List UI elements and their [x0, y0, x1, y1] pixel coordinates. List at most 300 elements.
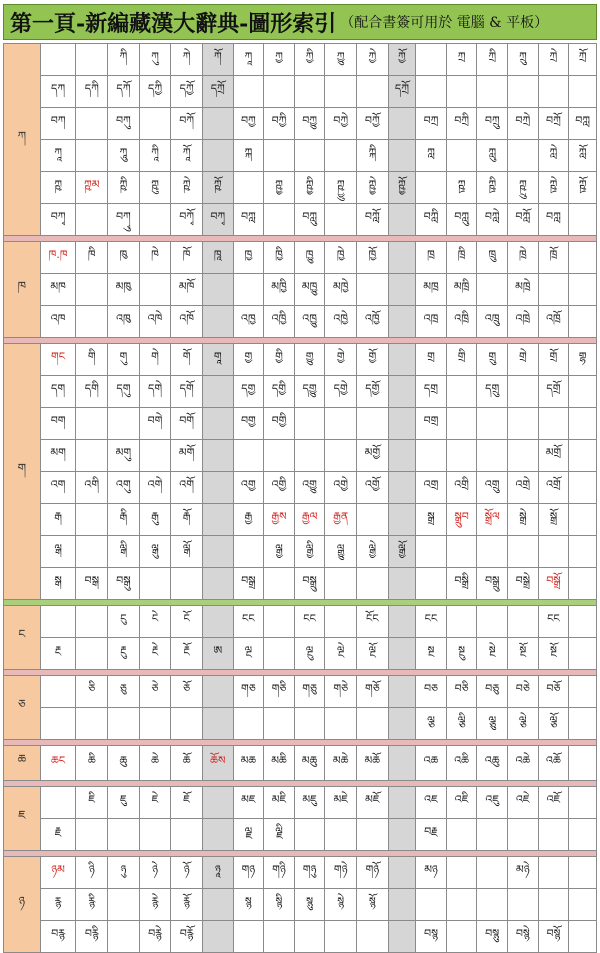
syllable-cell[interactable]: ཀྵ [40, 172, 76, 204]
syllable-cell[interactable]: མགོ [171, 440, 203, 472]
syllable-cell[interactable]: བཅི [446, 676, 477, 708]
syllable-cell[interactable]: སྔ [416, 638, 447, 670]
syllable-cell[interactable]: ཀཱོ [171, 140, 203, 172]
syllable-cell[interactable]: དགྱི [264, 376, 295, 408]
syllable-cell[interactable]: བཀླ [538, 204, 569, 236]
syllable-cell[interactable]: བཀྱུ [294, 108, 325, 140]
syllable-cell[interactable]: ལྕེ [508, 708, 539, 740]
syllable-cell[interactable] [569, 536, 597, 568]
syllable-cell[interactable]: བཀླ [233, 204, 264, 236]
syllable-cell[interactable] [569, 921, 597, 953]
syllable-cell[interactable] [388, 857, 416, 889]
syllable-cell[interactable]: ཁྱི [264, 242, 295, 274]
syllable-cell[interactable]: ཉོ [171, 857, 203, 889]
syllable-cell[interactable]: སྒྲུབ [446, 504, 477, 536]
syllable-cell[interactable]: དགྱུ [294, 376, 325, 408]
syllable-cell[interactable] [294, 708, 325, 740]
syllable-cell[interactable] [388, 204, 416, 236]
syllable-cell[interactable]: ཀྵུ [139, 172, 171, 204]
syllable-cell[interactable] [538, 857, 569, 889]
syllable-cell[interactable] [325, 708, 357, 740]
syllable-cell[interactable]: འཇི [446, 787, 477, 819]
syllable-cell[interactable] [108, 921, 140, 953]
syllable-cell[interactable] [388, 344, 416, 376]
syllable-cell[interactable]: ལྒ [40, 536, 76, 568]
syllable-cell[interactable]: མཁྱི [264, 274, 295, 306]
syllable-cell[interactable]: རྙི [76, 889, 108, 921]
syllable-cell[interactable] [446, 606, 477, 638]
syllable-cell[interactable]: འཁྲོ [538, 306, 569, 338]
syllable-cell[interactable] [202, 819, 233, 851]
root-letter-cell[interactable]: ཁ [4, 242, 41, 338]
syllable-cell[interactable]: བཀྭ [202, 204, 233, 236]
syllable-cell[interactable]: ཁེ [139, 242, 171, 274]
syllable-cell[interactable] [446, 440, 477, 472]
syllable-cell[interactable]: མཉེ [508, 857, 539, 889]
syllable-cell[interactable]: སྙོ [357, 889, 389, 921]
syllable-cell[interactable]: བཀླི [416, 204, 447, 236]
syllable-cell[interactable] [569, 819, 597, 851]
syllable-cell[interactable] [388, 108, 416, 140]
syllable-cell[interactable] [108, 708, 140, 740]
syllable-cell[interactable]: རྒྱ [233, 504, 264, 536]
syllable-cell[interactable]: སྙུ [294, 889, 325, 921]
syllable-cell[interactable]: མཁྱུ [294, 274, 325, 306]
syllable-cell[interactable] [202, 108, 233, 140]
syllable-cell[interactable]: སྒྲ [416, 504, 447, 536]
syllable-cell[interactable]: ཀྵི [108, 172, 140, 204]
syllable-cell[interactable] [171, 708, 203, 740]
syllable-cell[interactable] [446, 921, 477, 953]
syllable-cell[interactable]: དགྱ [233, 376, 264, 408]
syllable-cell[interactable] [76, 638, 108, 670]
syllable-cell[interactable] [416, 568, 447, 600]
syllable-cell[interactable]: མཇུ [294, 787, 325, 819]
syllable-cell[interactable] [569, 274, 597, 306]
syllable-cell[interactable]: འགྲེ [508, 472, 539, 504]
syllable-cell[interactable] [325, 76, 357, 108]
syllable-cell[interactable]: ལྒོ [171, 536, 203, 568]
syllable-cell[interactable] [139, 204, 171, 236]
syllable-cell[interactable]: གཉོ [357, 857, 389, 889]
syllable-cell[interactable] [294, 921, 325, 953]
syllable-cell[interactable]: འཆི [446, 746, 477, 781]
syllable-cell[interactable] [388, 306, 416, 338]
syllable-cell[interactable]: ངོང [357, 606, 389, 638]
syllable-cell[interactable]: ངང [538, 606, 569, 638]
syllable-cell[interactable]: འཁྱ [233, 306, 264, 338]
syllable-cell[interactable] [264, 638, 295, 670]
syllable-cell[interactable] [538, 408, 569, 440]
syllable-cell[interactable] [477, 408, 508, 440]
syllable-cell[interactable]: སྙེ [325, 889, 357, 921]
syllable-cell[interactable]: ཀྵྲོ [569, 172, 597, 204]
syllable-cell[interactable]: འགེ [139, 472, 171, 504]
syllable-cell[interactable] [388, 140, 416, 172]
syllable-cell[interactable] [76, 306, 108, 338]
syllable-cell[interactable]: ལྔ [233, 638, 264, 670]
syllable-cell[interactable] [171, 819, 203, 851]
syllable-cell[interactable]: ཀྲི [477, 44, 508, 76]
syllable-cell[interactable] [264, 708, 295, 740]
syllable-cell[interactable] [569, 708, 597, 740]
syllable-cell[interactable]: ལྔུ [294, 638, 325, 670]
root-letter-cell[interactable]: ང [4, 606, 41, 670]
syllable-cell[interactable]: བསྒུ [108, 568, 140, 600]
syllable-cell[interactable] [569, 376, 597, 408]
syllable-cell[interactable]: མགུ [108, 440, 140, 472]
syllable-cell[interactable]: འཆེ [508, 746, 539, 781]
syllable-cell[interactable]: དཀྲོ [388, 76, 416, 108]
syllable-cell[interactable]: ལྗི [264, 819, 295, 851]
syllable-cell[interactable]: ཁྲ [416, 242, 447, 274]
syllable-cell[interactable]: བཀྱེ [325, 108, 357, 140]
syllable-cell[interactable] [569, 787, 597, 819]
syllable-cell[interactable]: རྙོ [171, 889, 203, 921]
syllable-cell[interactable]: འགུ [108, 472, 140, 504]
syllable-cell[interactable] [264, 76, 295, 108]
syllable-cell[interactable]: ཁུ [108, 242, 140, 274]
syllable-cell[interactable] [569, 504, 597, 536]
syllable-cell[interactable] [76, 536, 108, 568]
syllable-cell[interactable]: ལྕུ [477, 708, 508, 740]
syllable-cell[interactable] [202, 787, 233, 819]
syllable-cell[interactable] [76, 274, 108, 306]
syllable-cell[interactable] [477, 76, 508, 108]
syllable-cell[interactable]: ཆོས [202, 746, 233, 781]
syllable-cell[interactable]: ཀྵྲུ [508, 172, 539, 204]
syllable-cell[interactable]: ཀེ [171, 44, 203, 76]
root-letter-cell[interactable]: ཆ [4, 746, 41, 781]
syllable-cell[interactable]: བཅེ [508, 676, 539, 708]
syllable-cell[interactable]: ཀྐི [357, 140, 389, 172]
syllable-cell[interactable]: འཆུ [477, 746, 508, 781]
syllable-cell[interactable]: འཁྱེ [325, 306, 357, 338]
syllable-cell[interactable]: ཀྱི [294, 44, 325, 76]
syllable-cell[interactable]: ཀྵོ [202, 172, 233, 204]
syllable-cell[interactable]: རྔུ [108, 638, 140, 670]
syllable-cell[interactable]: བཀྭ [40, 204, 76, 236]
syllable-cell[interactable]: ཀྵྱི [294, 172, 325, 204]
syllable-cell[interactable] [388, 708, 416, 740]
syllable-cell[interactable] [264, 440, 295, 472]
syllable-cell[interactable]: མཇ [233, 787, 264, 819]
syllable-cell[interactable]: བཀ [40, 108, 76, 140]
syllable-cell[interactable] [139, 274, 171, 306]
syllable-cell[interactable]: མཇེ [325, 787, 357, 819]
syllable-cell[interactable] [76, 108, 108, 140]
syllable-cell[interactable]: ཁྱུ [294, 242, 325, 274]
syllable-cell[interactable] [76, 819, 108, 851]
syllable-cell[interactable]: བསྒ [76, 568, 108, 600]
syllable-cell[interactable] [357, 708, 389, 740]
syllable-cell[interactable] [508, 408, 539, 440]
syllable-cell[interactable]: གཉི [264, 857, 295, 889]
syllable-cell[interactable]: ཀཱུ [108, 140, 140, 172]
syllable-cell[interactable]: ཁྱེ [325, 242, 357, 274]
syllable-cell[interactable] [202, 306, 233, 338]
syllable-cell[interactable] [325, 819, 357, 851]
syllable-cell[interactable]: ཇུ [108, 787, 140, 819]
syllable-cell[interactable]: ཅི [76, 676, 108, 708]
syllable-cell[interactable] [108, 408, 140, 440]
syllable-cell[interactable] [139, 708, 171, 740]
syllable-cell[interactable] [569, 746, 597, 781]
syllable-cell[interactable] [202, 536, 233, 568]
syllable-cell[interactable]: བསྒྲུ [477, 568, 508, 600]
syllable-cell[interactable]: བརྗ [416, 819, 447, 851]
syllable-cell[interactable] [357, 819, 389, 851]
syllable-cell[interactable]: ལྔེ [325, 638, 357, 670]
syllable-cell[interactable]: གྲི [446, 344, 477, 376]
syllable-cell[interactable]: དག [40, 376, 76, 408]
root-letter-cell[interactable]: ཇ [4, 787, 41, 851]
syllable-cell[interactable]: དགྲ [416, 376, 447, 408]
syllable-cell[interactable]: གྱ [233, 344, 264, 376]
syllable-cell[interactable]: དཀ [40, 76, 76, 108]
syllable-cell[interactable] [139, 440, 171, 472]
syllable-cell[interactable]: ཆོ [171, 746, 203, 781]
syllable-cell[interactable]: རྒྱན [325, 504, 357, 536]
syllable-cell[interactable] [139, 108, 171, 140]
syllable-cell[interactable]: བཀློ [508, 204, 539, 236]
syllable-cell[interactable]: ཇི [76, 787, 108, 819]
syllable-cell[interactable]: འགྲུ [477, 472, 508, 504]
syllable-cell[interactable]: ཉུ [108, 857, 140, 889]
syllable-cell[interactable]: དཀོ [108, 76, 140, 108]
syllable-cell[interactable] [357, 921, 389, 953]
syllable-cell[interactable]: ཆང [40, 746, 76, 781]
syllable-cell[interactable]: གཉ [233, 857, 264, 889]
syllable-cell[interactable]: འཁ [40, 306, 76, 338]
syllable-cell[interactable]: དགྱོ [357, 376, 389, 408]
syllable-cell[interactable]: ངང [416, 606, 447, 638]
syllable-cell[interactable]: ཀྵྲི [477, 172, 508, 204]
syllable-cell[interactable]: འགི [76, 472, 108, 504]
syllable-cell[interactable]: བཀླེ [477, 204, 508, 236]
syllable-cell[interactable]: མཁ [40, 274, 76, 306]
syllable-cell[interactable]: བགྱི [264, 408, 295, 440]
syllable-cell[interactable]: ཁྱ [233, 242, 264, 274]
syllable-cell[interactable] [357, 408, 389, 440]
syllable-cell[interactable] [233, 172, 264, 204]
syllable-cell[interactable]: དཀི [76, 76, 108, 108]
syllable-cell[interactable]: ཇེ [139, 787, 171, 819]
syllable-cell[interactable]: ལྒྱོ [388, 536, 416, 568]
syllable-cell[interactable]: གཅོ [357, 676, 389, 708]
syllable-cell[interactable] [357, 504, 389, 536]
syllable-cell[interactable]: གུ [108, 344, 140, 376]
syllable-cell[interactable] [202, 472, 233, 504]
syllable-cell[interactable] [388, 746, 416, 781]
syllable-cell[interactable]: དགུ [108, 376, 140, 408]
syllable-cell[interactable]: དགྲུ [477, 376, 508, 408]
syllable-cell[interactable] [357, 568, 389, 600]
syllable-cell[interactable] [294, 408, 325, 440]
syllable-cell[interactable] [538, 536, 569, 568]
syllable-cell[interactable] [264, 204, 295, 236]
syllable-cell[interactable]: རྒོ [171, 504, 203, 536]
syllable-cell[interactable]: ཀཱ [233, 44, 264, 76]
syllable-cell[interactable]: ཁྲོ [538, 242, 569, 274]
syllable-cell[interactable]: ཀྵྱེ [357, 172, 389, 204]
syllable-cell[interactable] [202, 408, 233, 440]
syllable-cell[interactable]: ལྗ [233, 819, 264, 851]
syllable-cell[interactable]: གཅི [264, 676, 295, 708]
syllable-cell[interactable]: འཇུ [477, 787, 508, 819]
syllable-cell[interactable]: བརྙི [76, 921, 108, 953]
syllable-cell[interactable] [477, 440, 508, 472]
syllable-cell[interactable]: ལྒྱུ [325, 536, 357, 568]
syllable-cell[interactable]: ཀྵེ [171, 172, 203, 204]
syllable-cell[interactable]: གཱ [202, 344, 233, 376]
syllable-cell[interactable]: མཆི [264, 746, 295, 781]
syllable-cell[interactable] [416, 536, 447, 568]
syllable-cell[interactable] [264, 140, 295, 172]
syllable-cell[interactable] [202, 274, 233, 306]
syllable-cell[interactable] [233, 536, 264, 568]
syllable-cell[interactable] [76, 140, 108, 172]
syllable-cell[interactable] [569, 440, 597, 472]
syllable-cell[interactable] [416, 44, 447, 76]
syllable-cell[interactable]: དཀྱོ [171, 76, 203, 108]
syllable-cell[interactable] [446, 819, 477, 851]
syllable-cell[interactable]: བསྒྲི [446, 568, 477, 600]
syllable-cell[interactable]: རྒྱས [264, 504, 295, 536]
syllable-cell[interactable]: བགོ [171, 408, 203, 440]
syllable-cell[interactable]: བཀུ [108, 108, 140, 140]
syllable-cell[interactable]: ཉི [76, 857, 108, 889]
syllable-cell[interactable]: ཀྱོ [388, 44, 416, 76]
syllable-cell[interactable]: བཀྱི [264, 108, 295, 140]
syllable-cell[interactable] [388, 440, 416, 472]
syllable-cell[interactable] [325, 606, 357, 638]
syllable-cell[interactable]: རྗ [40, 819, 76, 851]
syllable-cell[interactable] [202, 568, 233, 600]
syllable-cell[interactable] [233, 274, 264, 306]
syllable-cell[interactable] [139, 568, 171, 600]
syllable-cell[interactable]: ཆེ [139, 746, 171, 781]
syllable-cell[interactable]: འཁོ [171, 306, 203, 338]
syllable-cell[interactable]: གཉེ [325, 857, 357, 889]
syllable-cell[interactable]: གྱེ [325, 344, 357, 376]
syllable-cell[interactable]: འགྱི [264, 472, 295, 504]
syllable-cell[interactable] [76, 606, 108, 638]
syllable-cell[interactable]: ངང [233, 606, 264, 638]
syllable-cell[interactable] [416, 440, 447, 472]
syllable-cell[interactable]: བཀྭུ [108, 204, 140, 236]
syllable-cell[interactable]: ཀླེ [538, 140, 569, 172]
syllable-cell[interactable] [569, 638, 597, 670]
syllable-cell[interactable] [388, 242, 416, 274]
syllable-cell[interactable] [508, 536, 539, 568]
syllable-cell[interactable] [40, 676, 76, 708]
syllable-cell[interactable]: རྒི [108, 504, 140, 536]
syllable-cell[interactable] [202, 440, 233, 472]
syllable-cell[interactable]: ཀཱ [40, 140, 76, 172]
syllable-cell[interactable]: རྒྱལ [294, 504, 325, 536]
syllable-cell[interactable] [446, 408, 477, 440]
syllable-cell[interactable] [202, 606, 233, 638]
syllable-cell[interactable] [569, 408, 597, 440]
syllable-cell[interactable]: དགྲོ [538, 376, 569, 408]
syllable-cell[interactable] [40, 606, 76, 638]
syllable-cell[interactable]: རྙ [40, 889, 76, 921]
syllable-cell[interactable]: དགྱེ [325, 376, 357, 408]
syllable-cell[interactable]: བཅ [416, 676, 447, 708]
syllable-cell[interactable]: དཀྱི [139, 76, 171, 108]
syllable-cell[interactable]: ཨ [202, 638, 233, 670]
syllable-cell[interactable] [202, 376, 233, 408]
syllable-cell[interactable]: ལྕ [416, 708, 447, 740]
syllable-cell[interactable]: བཀྲོ [538, 108, 569, 140]
syllable-cell[interactable] [40, 787, 76, 819]
syllable-cell[interactable]: མཇོ [357, 787, 389, 819]
syllable-cell[interactable]: ཁི [76, 242, 108, 274]
syllable-cell[interactable]: གཅ [233, 676, 264, 708]
syllable-cell[interactable] [508, 140, 539, 172]
syllable-cell[interactable] [40, 708, 76, 740]
syllable-cell[interactable] [477, 536, 508, 568]
syllable-cell[interactable] [388, 568, 416, 600]
syllable-cell[interactable]: ཀླ [416, 140, 447, 172]
syllable-cell[interactable]: ཁོ [171, 242, 203, 274]
syllable-cell[interactable]: མགྲོ [538, 440, 569, 472]
syllable-cell[interactable]: འགོ [171, 472, 203, 504]
syllable-cell[interactable] [202, 140, 233, 172]
syllable-cell[interactable]: མཁྱེ [325, 274, 357, 306]
syllable-cell[interactable] [294, 440, 325, 472]
syllable-cell[interactable]: ལྒུ [139, 536, 171, 568]
syllable-cell[interactable]: བསྙེ [508, 921, 539, 953]
syllable-cell[interactable]: ཇོ [171, 787, 203, 819]
syllable-cell[interactable]: བགྱ [233, 408, 264, 440]
syllable-cell[interactable]: ཅེ [139, 676, 171, 708]
syllable-cell[interactable]: བཀླུ [446, 204, 477, 236]
syllable-cell[interactable]: མཁུ [108, 274, 140, 306]
syllable-cell[interactable] [388, 638, 416, 670]
syllable-cell[interactable] [569, 857, 597, 889]
syllable-cell[interactable]: བག [40, 408, 76, 440]
syllable-cell[interactable]: འགྲི [446, 472, 477, 504]
syllable-cell[interactable]: ངོ [171, 606, 203, 638]
syllable-cell[interactable]: བཅུ [477, 676, 508, 708]
syllable-cell[interactable]: ཀྵྲེ [538, 172, 569, 204]
syllable-cell[interactable] [264, 606, 295, 638]
syllable-cell[interactable]: ལྒྱི [294, 536, 325, 568]
syllable-cell[interactable]: བགྲ [416, 408, 447, 440]
syllable-cell[interactable]: རྙེ [139, 889, 171, 921]
syllable-cell[interactable]: གཅུ [294, 676, 325, 708]
syllable-cell[interactable] [76, 504, 108, 536]
syllable-cell[interactable]: ཀྵམ [76, 172, 108, 204]
root-letter-cell[interactable]: ཀ [4, 44, 41, 236]
syllable-cell[interactable] [325, 440, 357, 472]
syllable-cell[interactable] [233, 76, 264, 108]
syllable-cell[interactable] [357, 76, 389, 108]
syllable-cell[interactable] [446, 536, 477, 568]
syllable-cell[interactable] [202, 504, 233, 536]
syllable-cell[interactable] [139, 819, 171, 851]
syllable-cell[interactable]: མག [40, 440, 76, 472]
root-letter-cell[interactable]: ག [4, 344, 41, 600]
syllable-cell[interactable]: ཀྵྱུ [325, 172, 357, 204]
syllable-cell[interactable] [388, 376, 416, 408]
syllable-cell[interactable]: མཇི [264, 787, 295, 819]
syllable-cell[interactable] [202, 921, 233, 953]
syllable-cell[interactable]: ཁྲེ [508, 242, 539, 274]
syllable-cell[interactable]: ཀྵྲ [446, 172, 477, 204]
